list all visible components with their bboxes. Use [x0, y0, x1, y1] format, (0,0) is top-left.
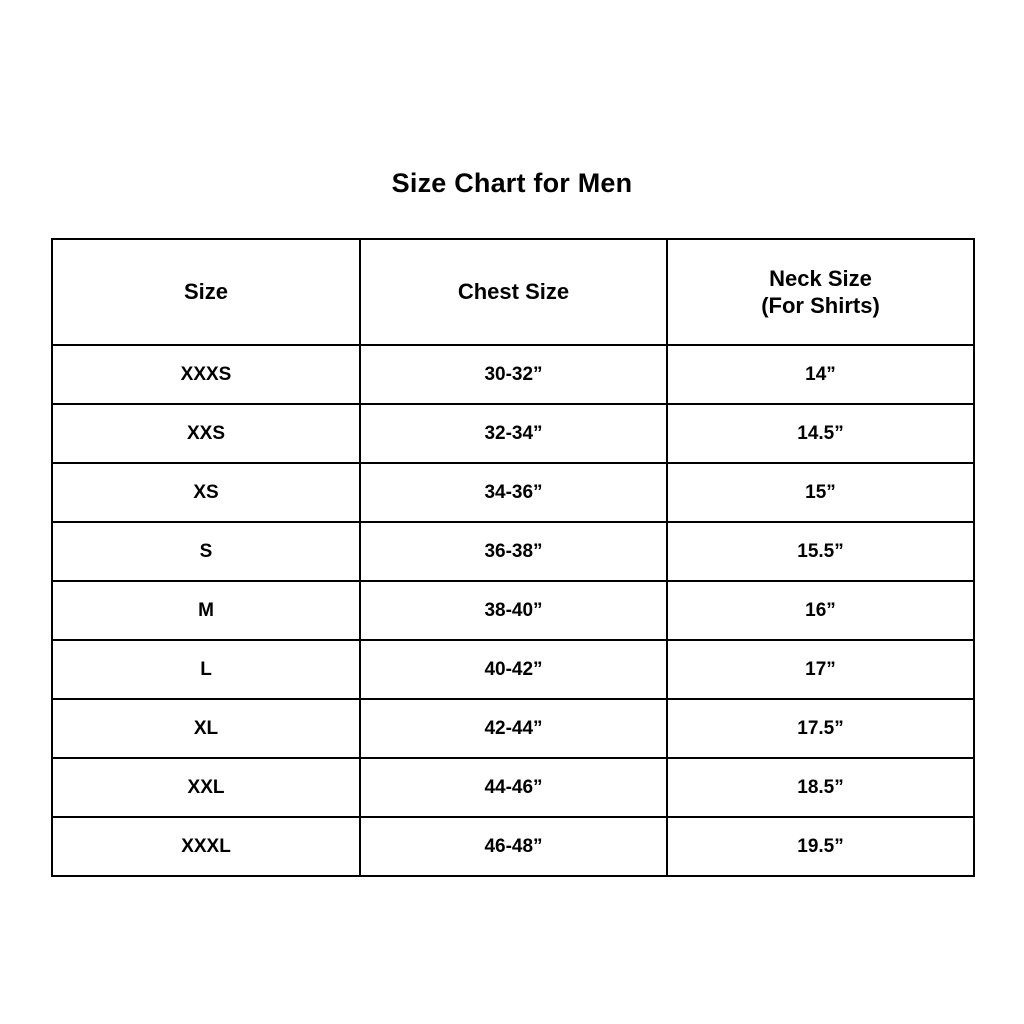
- column-header-neck: [667, 239, 974, 345]
- cell-chest: 38-40”: [360, 581, 667, 640]
- cell-chest: 44-46”: [360, 758, 667, 817]
- cell-neck: 15.5”: [667, 522, 974, 581]
- cell-neck: 17”: [667, 640, 974, 699]
- size-table: [51, 238, 975, 877]
- cell-chest: 30-32”: [360, 345, 667, 404]
- cell-neck: 18.5”: [667, 758, 974, 817]
- cell-chest: 40-42”: [360, 640, 667, 699]
- cell-neck: 15”: [667, 463, 974, 522]
- table-header-row: [52, 239, 974, 345]
- table-row: [52, 581, 974, 640]
- cell-size: XL: [52, 699, 360, 758]
- cell-neck: 14.5”: [667, 404, 974, 463]
- column-header-neck-sublabel: (For Shirts): [761, 293, 880, 318]
- table-row: [52, 758, 974, 817]
- cell-chest: 32-34”: [360, 404, 667, 463]
- table-row: [52, 699, 974, 758]
- cell-neck: 14”: [667, 345, 974, 404]
- cell-chest: 36-38”: [360, 522, 667, 581]
- cell-neck: 17.5”: [667, 699, 974, 758]
- table-row: [52, 463, 974, 522]
- column-header-neck-label: Neck Size: [769, 265, 872, 291]
- cell-size: XXXL: [52, 817, 360, 876]
- table-row: [52, 817, 974, 876]
- cell-size: S: [52, 522, 360, 581]
- table-row: [52, 404, 974, 463]
- column-header-chest-label: Chest Size: [457, 279, 570, 305]
- cell-chest: 42-44”: [360, 699, 667, 758]
- cell-size: XXS: [52, 404, 360, 463]
- cell-chest: 46-48”: [360, 817, 667, 876]
- size-table-container: [51, 238, 973, 877]
- cell-size: XS: [52, 463, 360, 522]
- cell-neck: 16”: [667, 581, 974, 640]
- cell-size: XXXS: [52, 345, 360, 404]
- page-title: Size Chart for Men: [391, 168, 633, 198]
- table-body: [52, 345, 974, 876]
- column-header-size: [52, 239, 360, 345]
- cell-neck: 19.5”: [667, 817, 974, 876]
- cell-size: M: [52, 581, 360, 640]
- table-header: [52, 239, 974, 345]
- table-row: [52, 640, 974, 699]
- cell-size: XXL: [52, 758, 360, 817]
- column-header-chest: [360, 239, 667, 345]
- column-header-size-label: Size: [183, 279, 229, 305]
- cell-size: L: [52, 640, 360, 699]
- cell-chest: 34-36”: [360, 463, 667, 522]
- table-row: [52, 345, 974, 404]
- table-row: [52, 522, 974, 581]
